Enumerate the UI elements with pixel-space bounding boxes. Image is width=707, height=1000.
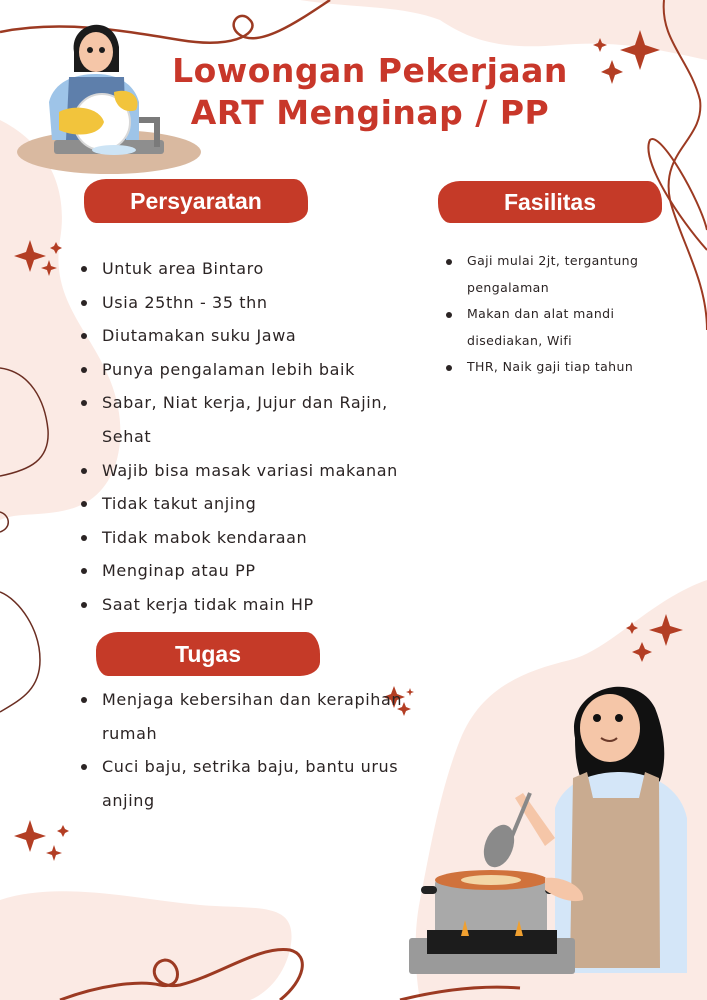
list-item: Menjaga kebersihan dan kerapihan rumah <box>81 683 432 750</box>
list-item: THR, Naik gaji tiap tahun <box>446 354 696 381</box>
list-item: Wajib bisa masak variasi makanan <box>81 454 431 488</box>
list-item: Tidak mabok kendaraan <box>81 521 431 555</box>
list-item: Makan dan alat mandi disediakan, Wifi <box>446 301 647 354</box>
list-item: Sabar, Niat kerja, Jujur dan Rajin, Sehat <box>81 386 417 453</box>
tasks-heading: Tugas <box>96 632 320 676</box>
facilities-list <box>446 248 696 381</box>
list-item: Cuci baju, setrika baju, bantu urus anjing <box>81 750 422 817</box>
list-item: Diutamakan suku Jawa <box>81 319 431 353</box>
tasks-list <box>81 683 431 817</box>
list-item: Gaji mulai 2jt, tergantung pengalaman <box>446 248 667 301</box>
list-item: Saat kerja tidak main HP <box>81 588 431 622</box>
title-line-1: Lowongan Pekerjaan <box>172 51 568 90</box>
list-item: Punya pengalaman lebih baik <box>81 353 431 387</box>
list-item: Untuk area Bintaro <box>81 252 431 286</box>
requirements-list <box>81 252 431 622</box>
page-title <box>140 50 600 134</box>
facilities-heading: Fasilitas <box>438 181 662 223</box>
list-item: Menginap atau PP <box>81 554 431 588</box>
woman-cooking-illustration <box>405 668 695 978</box>
list-item: Usia 25thn - 35 thn <box>81 286 431 320</box>
list-item: Tidak takut anjing <box>81 487 431 521</box>
title-line-2: ART Menginap / PP <box>190 93 550 132</box>
requirements-heading: Persyaratan <box>84 179 308 223</box>
